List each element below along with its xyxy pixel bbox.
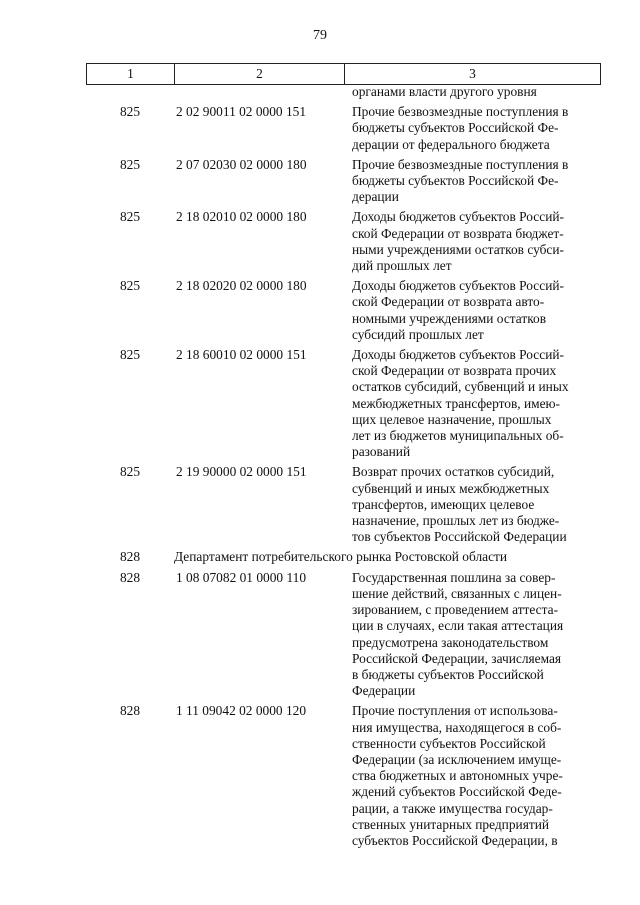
description-line: ции в случаях, если такая аттестация xyxy=(352,618,564,634)
description-line: номными учреждениями остатков xyxy=(352,310,547,326)
description-line: Доходы бюджетов субъектов Россий- xyxy=(352,209,564,225)
table-row xyxy=(86,570,600,700)
description-line: Прочие безвозмездные поступления в xyxy=(352,104,569,120)
column-header-table xyxy=(86,63,601,85)
admin-code: 828 xyxy=(119,569,141,585)
admin-code: 825 xyxy=(119,104,141,120)
budget-classification-code: 2 07 02030 02 0000 180 xyxy=(176,156,307,172)
description-line: Доходы бюджетов субъектов Россий- xyxy=(352,278,564,294)
table-row xyxy=(86,157,600,206)
table-row xyxy=(86,347,600,460)
description-line: ства бюджетных и автономных учре- xyxy=(352,768,563,784)
income-description xyxy=(352,157,596,206)
income-description xyxy=(352,703,596,849)
description-line: остатков субсидий, субвенций и иных xyxy=(352,379,569,395)
description-line: трансфертов, имеющих целевое xyxy=(352,496,535,512)
department-row xyxy=(86,549,600,565)
budget-classification-code: 2 02 90011 02 0000 151 xyxy=(176,104,307,120)
description-line: в бюджеты субъектов Российской xyxy=(352,666,544,682)
description-line: Федерации (за исключением имуще- xyxy=(352,751,562,767)
description-line: щих целевое назначение, прошлых xyxy=(352,411,552,427)
income-description xyxy=(352,570,596,700)
department-admin-code: 828 xyxy=(119,549,141,565)
description-line: ждений субъектов Российской Феде- xyxy=(352,784,562,800)
column-header-2: 2 xyxy=(175,64,345,85)
description-line: предусмотрена законодательством xyxy=(352,634,549,650)
description-line: субсидий прошлых лет xyxy=(352,326,484,342)
table-row xyxy=(86,104,600,153)
admin-code: 825 xyxy=(119,156,141,172)
description-line: Российской Федерации, зачисляемая xyxy=(352,650,562,666)
budget-classification-code: 2 18 02020 02 0000 180 xyxy=(176,278,307,294)
description-line: ственности субъектов Российской xyxy=(352,735,546,751)
admin-code: 825 xyxy=(119,464,141,480)
table-row xyxy=(86,278,600,343)
description-line: межбюджетных трансфертов, имею- xyxy=(352,395,561,411)
budget-classification-code: 1 11 09042 02 0000 120 xyxy=(176,703,307,719)
description-line: бюджеты субъектов Российской Фе- xyxy=(352,120,559,136)
description-line: назначение, прошлых лет из бюдже- xyxy=(352,513,560,529)
description-line: шение действий, связанных с лицен- xyxy=(352,585,562,601)
table-body xyxy=(86,84,600,853)
department-name: Департамент потребительского рынка Ростовской области xyxy=(174,549,508,565)
column-header-3: 3 xyxy=(345,64,601,85)
description-line: Прочие безвозмездные поступления в xyxy=(352,156,569,172)
description-line: ской Федерации от возврата авто- xyxy=(352,294,545,310)
description-line: дерации от федерального бюджета xyxy=(352,136,550,152)
description-line: Федерации xyxy=(352,683,416,699)
income-description xyxy=(352,209,596,274)
budget-classification-code: 2 18 60010 02 0000 151 xyxy=(176,347,307,363)
description-line: лет из бюджетов муниципальных об- xyxy=(352,428,564,444)
table-row xyxy=(86,703,600,849)
description-line: Прочие поступления от использова- xyxy=(352,703,558,719)
description-line: Государственная пошлина за совер- xyxy=(352,569,556,585)
description-line: субъектов Российской Федерации, в xyxy=(352,832,558,848)
description-line: ственных унитарных предприятий xyxy=(352,816,550,832)
income-description xyxy=(352,347,596,460)
admin-code: 825 xyxy=(119,347,141,363)
description-line: бюджеты субъектов Российской Фе- xyxy=(352,173,559,189)
description-line: дий прошлых лет xyxy=(352,258,452,274)
income-description xyxy=(352,104,596,153)
admin-code: 825 xyxy=(119,278,141,294)
admin-code: 828 xyxy=(119,703,141,719)
description-line: зированием, с проведением аттеста- xyxy=(352,602,559,618)
budget-classification-code: 1 08 07082 01 0000 110 xyxy=(176,569,307,585)
continuation-text: органами власти другого уровня xyxy=(352,84,537,99)
budget-classification-code: 2 18 02010 02 0000 180 xyxy=(176,209,307,225)
description-line: Доходы бюджетов субъектов Россий- xyxy=(352,347,564,363)
budget-classification-code: 2 19 90000 02 0000 151 xyxy=(176,464,307,480)
description-line: тов субъектов Российской Федерации xyxy=(352,529,567,545)
description-line: субвенций и иных межбюджетных xyxy=(352,480,550,496)
admin-code: 825 xyxy=(119,209,141,225)
description-line: ными учреждениями остатков субси- xyxy=(352,241,565,257)
page-number: 79 xyxy=(313,28,327,43)
description-line: ской Федерации от возврата бюджет- xyxy=(352,225,564,241)
description-line: ния имущества, находящегося в соб- xyxy=(352,719,562,735)
income-description xyxy=(352,464,596,545)
description-line: рации, а также имущества государ- xyxy=(352,800,553,816)
table-row xyxy=(86,464,600,545)
description-line: дерации xyxy=(352,189,399,205)
income-description xyxy=(352,278,596,343)
description-line: разований xyxy=(352,444,411,460)
description-line: Возврат прочих остатков субсидий, xyxy=(352,464,555,480)
description-line: ской Федерации от возврата прочих xyxy=(352,363,557,379)
table-row xyxy=(86,209,600,274)
column-header-1: 1 xyxy=(87,64,175,85)
